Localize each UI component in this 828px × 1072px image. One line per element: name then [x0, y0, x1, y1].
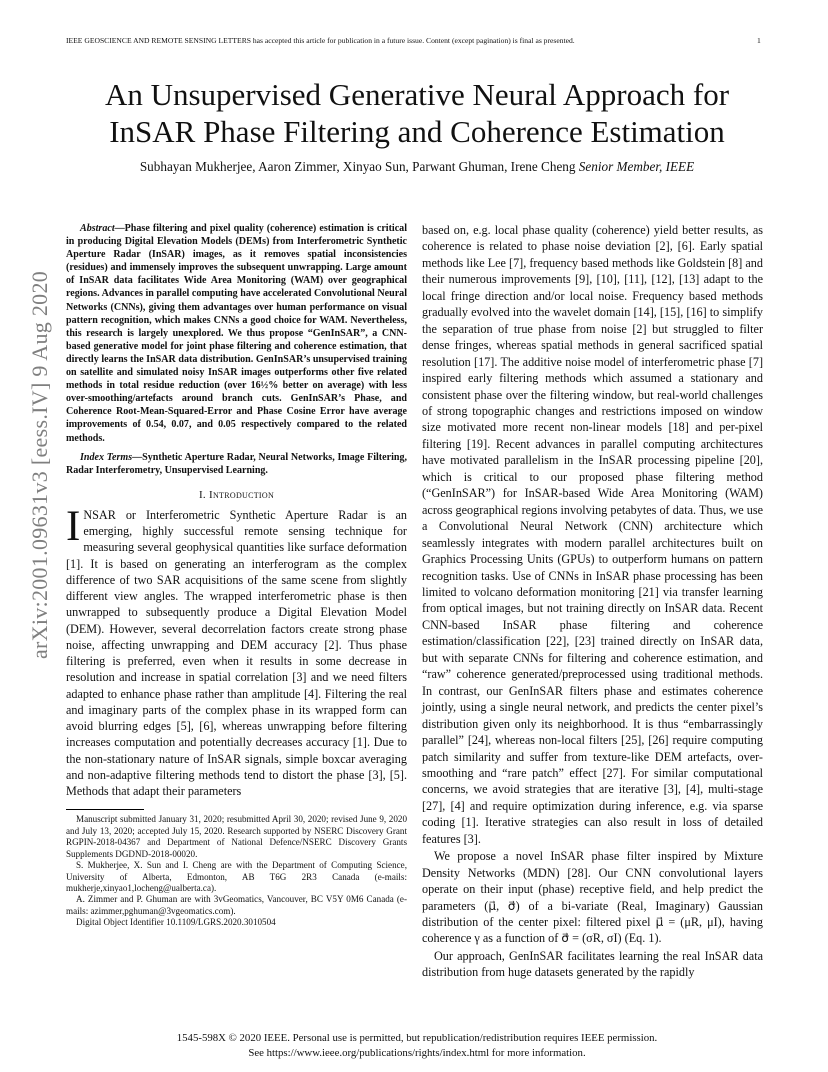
abstract-label: Abstract: [80, 223, 115, 234]
left-column: [66, 222, 407, 929]
section-title: Introduction: [209, 488, 275, 501]
arxiv-identifier: arXiv:2001.09631v3 [eess.IV] 9 Aug 2020: [27, 270, 52, 660]
section-number: I.: [198, 488, 206, 501]
body-paragraph-3: Our approach, GenInSAR facilitates learning the real InSAR data distribution from huge datasets generated by the rapidly: [422, 948, 763, 980]
body-paragraph-2: We propose a novel InSAR phase filter inspired by Mixture Density Networks (MDN) [28]. Our CNN convolutional layers operate on their input (phase) receptive field, and help predict the parameters (μ⃗, σ⃗) of a bi-variate (Real, Imaginary) Gaussian distribution of the center pixel: filtered pixel μ⃗ = (μR, μI), having coherence γ as a function of σ⃗ = (σR, σI) (Eq. 1).: [422, 849, 763, 946]
drop-cap: I: [66, 502, 81, 550]
page-number: 1: [757, 36, 761, 45]
introduction-paragraph: [66, 502, 407, 800]
paper-title: An Unsupervised Generative Neural Approach for InSAR Phase Filtering and Coherence Estimation: [104, 77, 730, 149]
abstract-text: —Phase filtering and pixel quality (coherence) estimation is critical in producing Digital Elevation Models (DEMs) from Interferometric Synthetic Aperture Radar (InSAR) images, as it removes spatial inconsistencies (residues) and immensely improves the subsequent unwrapping. Large amount of InSAR data facilitates Wide Area Monitoring (WAM) over geographical regions. Advances in parallel computing have accelerated Convolutional Neural Networks (CNNs), giving them advantages over human performance on visual pattern recognition, which makes CNNs a good choice for WAM. Nevertheless, this research is largely unexplored. We thus propose “GenInSAR”, a CNN-based generative model for joint phase filtering and coherence estimation, that directly learns the InSAR data distribution. GenInSAR’s unsupervised training on satellite and simulated noisy InSAR images outperforms other five related methods in total residue reduction (over 16½% better on average) with less over-smoothing/artefacts around branch cuts. GenInSAR’s Phase, and Coherence Root-Mean-Squared-Error and Phase Cosine Error have average improvements of 0.54, 0.07, and 0.05 respectively compared to the related methods.: [66, 223, 407, 444]
index-terms: [66, 451, 407, 477]
footnote-affiliation-ualberta: S. Mukherjee, X. Sun and I. Cheng are with the Department of Computing Science, University of Alberta, Edmonton, AB T6G 2R3 Canada (e-mails: mukherje,xinyao1,locheng@ualberta.ca).: [66, 860, 407, 893]
journal-header-notice: IEEE GEOSCIENCE AND REMOTE SENSING LETTERS has accepted this article for publication in a future issue. Content (except pagination) is final as presented.: [66, 36, 575, 45]
footnotes: [66, 814, 407, 929]
author-membership: Senior Member, IEEE: [578, 159, 695, 174]
body-paragraph-1: based on, e.g. local phase quality (coherence) yield better results, as coherence is related to phase noise deviation [2], [6]. Early spatial methods like Lee [7], frequency based methods like Goldstein [8] and their numerous improvements [9], [10], [11], [12], [13] adapt to the local fringe direction and/or local noise. Frequency based methods gradually evolved into the wavelet domain [14], [15], [16] to simplify the separation of true phase from noise [2] but struggled to filter dense fringes, whereas spatial methods in general sacrificed spatial resolution [17]. The additive noise model of interferometric phase [7] inspired early filtering methods which assumed a stationary and consistent phase over the filtering window, but real-world challenges of strong topographic changes and restrictions imposed on window size motivated more recent non-linear models [18] and per-pixel filtering [19]. Recent advances in parallel computing architectures have motivated parallelism in the InSAR processing pipeline [20], which is critical to our proposed phase filtering method (“GenInSAR”) for InSAR-based Wide Area Monitoring (WAM) across geographical regions involving petabytes of data. Thus, we use a Convolutional Neural Network (CNN) architecture which seamlessly integrates with modern parallel architectures built on Graphics Processing Units (GPUs) to outperform humans on pattern recognition tasks. Use of CNNs in InSAR phase processing has been limited to volcano deformation monitoring [21] via transfer learning from optical images, but not training directly on InSAR data. Recent CNN-based InSAR phase filtering and coherence estimation/classification [22], [23] trained directly on InSAR data, but with separate CNNs for filtering and coherence estimation, and “raw” coherence generated/preprocessed using traditional methods. In contrast, our GenInSAR filters phase and estimates coherence jointly, using a single neural network, and predicts the center pixel’s distribution given only its neighborhood. It is thus “embarrassingly parallel” [24], whereas non-local filters [25], [26] require computing patch similarity and suffer from texture-like DEM artefacts, over-smoothing and “rare patch” effect [27]. For similar computational concerns, we avoid strategies that are iterative [3], [4], multi-stage [27], [4] and require optimization during inference, e.g. via sparse coding [1]. Iterative strategies can also result in loss of detailed features [3].: [422, 223, 763, 846]
abstract: [66, 222, 407, 445]
author-list: [66, 159, 768, 175]
index-terms-text: —Synthetic Aperture Radar, Neural Networks, Image Filtering, Radar Interferometry, Unsupervised Learning.: [66, 451, 407, 476]
copyright-line-1: 1545-598X © 2020 IEEE. Personal use is permitted, but republication/redistribution requires IEEE permission.: [176, 1032, 658, 1044]
copyright-notice: [66, 1031, 768, 1061]
footnote-doi: Digital Object Identifier 10.1109/LGRS.2020.3010504: [76, 917, 276, 928]
author-names: Subhayan Mukherjee, Aaron Zimmer, Xinyao Sun, Parwant Ghuman, Irene Cheng: [139, 159, 576, 174]
footnote-divider: [66, 809, 144, 810]
right-column: [422, 222, 763, 981]
index-terms-label: Index Terms: [80, 451, 133, 463]
introduction-text: NSAR or Interferometric Synthetic Aperture Radar is an emerging, highly successful remote sensing technique for measuring several geophysical quantities like surface deformation [1]. It is based on generating an interferogram as the complex difference of two SAR acquisitions of the same scene from slightly different view angles. The wrapped interferometric phase is then unwrapped to subsequently produce a Digital Elevation Model (DEM). However, several decorrelation factors create strong phase noise, affecting unwrapping and DEM accuracy [2]. Thus phase filtering is preferred, even when it results in some decrease in resolution and increase in spatial correlation [3] and we need filters adapted to enhance phase rather than amplitude [4]. Filtering the real and imaginary parts of the complex phase in its wrapped form can avoid blurring edges [5], [6], whereas unwrapping before filtering increases computation and potentially decreases accuracy [1]. Due to the non-stationary nature of InSAR signals, simple boxcar averaging and non-adaptive filtering methods tend to distort the phase [3], [5]. Methods that adapt their parameters: [66, 507, 407, 799]
section-heading: [66, 489, 407, 501]
footnote-affiliation-3vgeomatics: A. Zimmer and P. Ghuman are with 3vGeomatics, Vancouver, BC V5Y 0M6 Canada (e-mails: azimmer,pghuman@3vgeomatics.com).: [66, 894, 407, 916]
copyright-line-2: See https://www.ieee.org/publications/rights/index.html for more information.: [248, 1047, 586, 1059]
footnote-manuscript: Manuscript submitted January 31, 2020; resubmitted April 30, 2020; revised June 9, 2020 and July 13, 2020; accepted July 15, 2020. Research supported by NSERC Discovery Grant RGPIN-2018-04367 and Department of National Defence/NSERC Discovery Grants Supplements DGDND-2018-00020.: [66, 814, 407, 859]
